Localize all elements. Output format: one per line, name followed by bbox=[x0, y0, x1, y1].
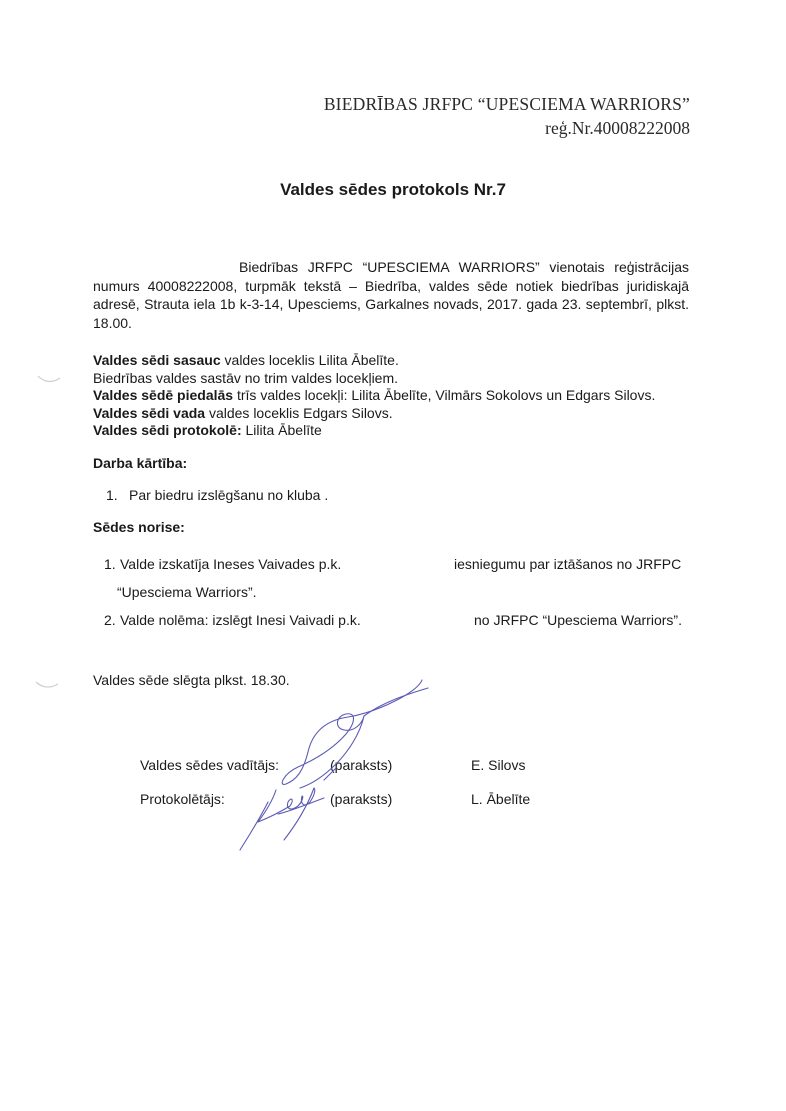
intro-paragraph bbox=[93, 258, 689, 332]
convener-label: Valdes sēdi sasauc bbox=[93, 352, 221, 368]
convener-line bbox=[93, 352, 655, 370]
agenda-item-text: Par biedru izslēgšanu no kluba . bbox=[129, 487, 329, 503]
agenda-item-number: 1. bbox=[106, 487, 118, 503]
proceedings-item-number: 1. bbox=[104, 556, 116, 572]
proceedings-item-text-right: iesniegumu par iztāšanos no JRFPC bbox=[454, 556, 682, 572]
recorder-label: Valdes sēdi protokolē: bbox=[93, 422, 242, 439]
punch-hole-mark bbox=[34, 678, 60, 692]
attendance-block bbox=[93, 352, 655, 440]
recorder-text: Lilita Ābelīte bbox=[241, 422, 322, 439]
participants-label: Valdes sēdē piedalās bbox=[93, 387, 234, 404]
signatory-name: L. Ābelīte bbox=[471, 791, 531, 807]
proceedings-item-text-right: no JRFPC “Upesciema Warriors”. bbox=[474, 612, 682, 628]
participants-line bbox=[93, 387, 655, 405]
signature-note: (paraksts) bbox=[330, 757, 393, 773]
participants-text: trīs valdes locekļi: Lilita Ābelīte, Vilmārs Sokolovs un Edgars Silovs. bbox=[233, 387, 656, 404]
signature-note: (paraksts) bbox=[330, 791, 393, 807]
signature-role: Protokolētājs: bbox=[140, 791, 225, 807]
chair-label: Valdes sēdi vada bbox=[93, 404, 206, 421]
proceedings-item-text: Valde nolēma: izslēgt Inesi Vaivadi p.k. bbox=[120, 612, 361, 628]
signature-role: Valdes sēdes vadītājs: bbox=[140, 757, 280, 773]
intro-text: Biedrības JRFPC “UPESCIEMA WARRIORS” vienotais reģistrācijas numurs 40008222008, turpmāk tekstā – Biedrība, valdes sēde notiek biedrības juridiskajā adresē, Strauta iela 1b k-3-14, Upesciems, Garkalnes novads, 2017. gada 23. septembrī, plkst. 18.00. bbox=[93, 259, 689, 331]
handwritten-signatures bbox=[228, 672, 468, 862]
convener-text: valdes loceklis Lilita Ābelīte. bbox=[220, 352, 399, 368]
chair-line bbox=[93, 405, 655, 423]
proceedings-item-text: Valde izskatīja Ineses Vaivades p.k. bbox=[120, 556, 342, 572]
closing-line: Valdes sēde slēgta plkst. 18.30. bbox=[93, 672, 290, 688]
proceedings-item-continuation: “Upesciema Warriors”. bbox=[117, 584, 257, 600]
registration-number: reģ.Nr.40008222008 bbox=[545, 118, 690, 138]
organization-name: BIEDRĪBAS JRFPC “UPESCIEMA WARRIORS” bbox=[323, 94, 690, 114]
proceedings-heading: Sēdes norise: bbox=[93, 519, 185, 535]
chair-text: valdes loceklis Edgars Silovs. bbox=[205, 404, 393, 421]
recorder-line bbox=[93, 422, 655, 440]
agenda-heading: Darba kārtība: bbox=[93, 455, 188, 471]
document-title: Valdes sēdes protokols Nr.7 bbox=[280, 180, 506, 199]
signatory-name: E. Silovs bbox=[471, 757, 526, 773]
proceedings-item-number: 2. bbox=[104, 612, 116, 628]
punch-hole-mark bbox=[36, 372, 62, 386]
board-composition-line: Biedrības valdes sastāv no trim valdes locekļiem. bbox=[93, 369, 399, 386]
signature-silovs bbox=[282, 680, 422, 788]
